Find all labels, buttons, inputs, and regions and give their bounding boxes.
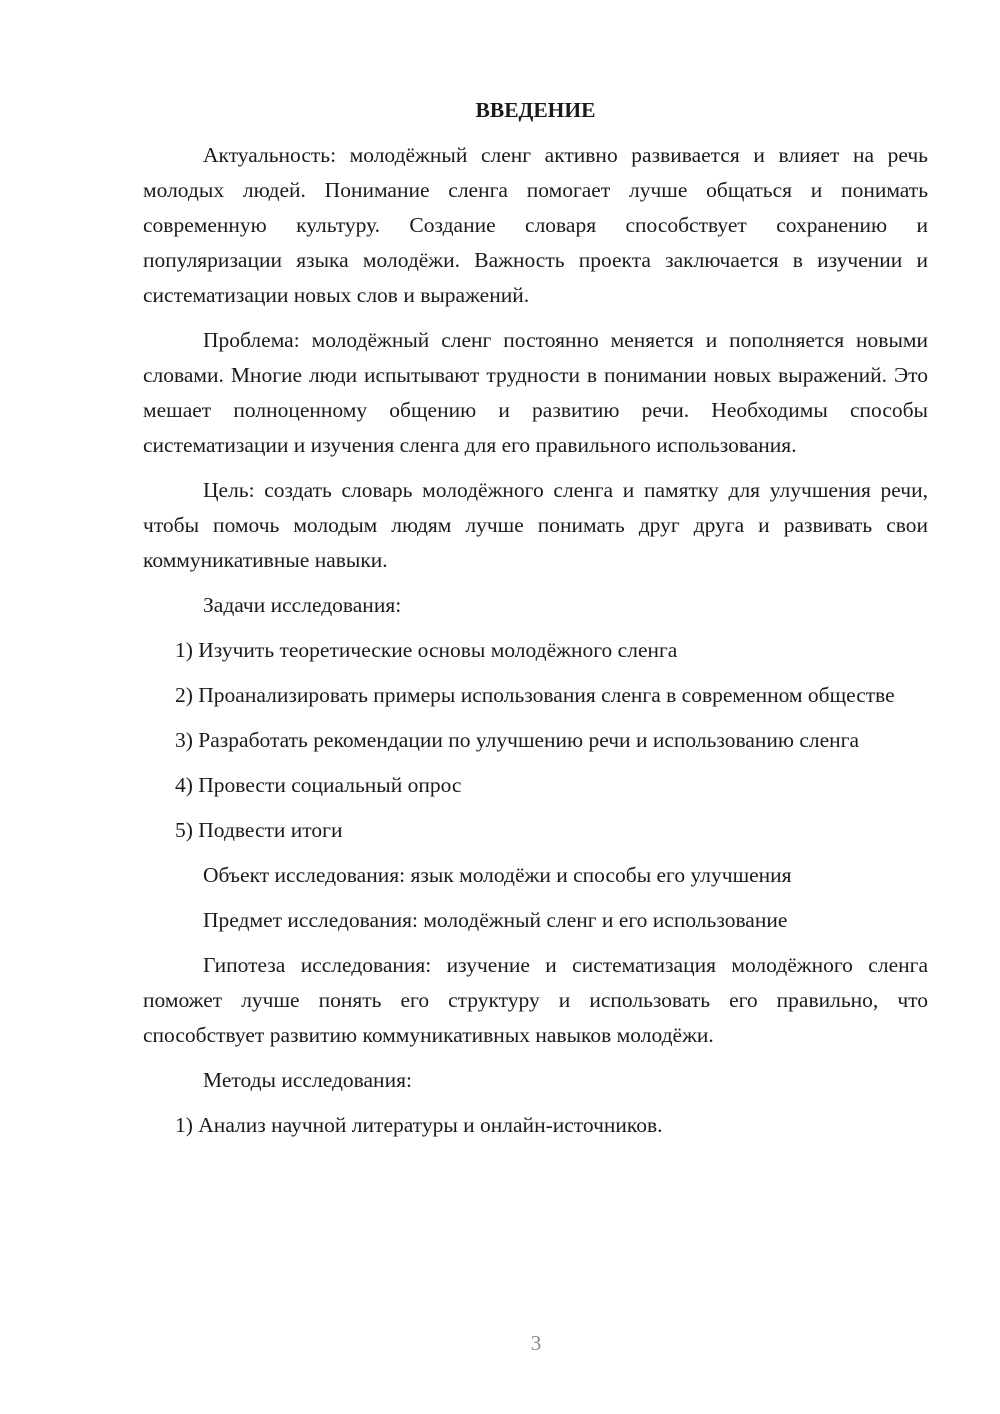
task-item-5: 5) Подвести итоги — [175, 818, 343, 842]
section-title: ВВЕДЕНИЕ — [475, 98, 596, 122]
problem-paragraph: Проблема: молодёжный сленг постоянно меняется и пополняется новыми словами. Многие люди испытывают трудности в понимании новых выражений. Это мешает полноценному общению и развитию речи. Необходимы способы систематизации и изучения сленга для его правильного использования. — [143, 328, 928, 457]
subject-paragraph: Предмет исследования: молодёжный сленг и его использование — [203, 908, 788, 932]
task-item-4: 4) Провести социальный опрос — [175, 773, 462, 797]
object-paragraph: Объект исследования: язык молодёжи и способы его улучшения — [203, 863, 792, 887]
task-item-1: 1) Изучить теоретические основы молодёжного сленга — [175, 638, 678, 662]
task-item-3: 3) Разработать рекомендации по улучшению речи и использованию сленга — [175, 728, 860, 752]
goal-paragraph: Цель: создать словарь молодёжного сленга и памятку для улучшения речи, чтобы помочь молодым людям лучше понимать друг друга и развивать свои коммуникативные навыки. — [143, 478, 928, 572]
method-item-1: 1) Анализ научной литературы и онлайн-источников. — [175, 1113, 663, 1137]
task-item-2: 2) Проанализировать примеры использования сленга в современном обществе — [175, 683, 895, 707]
tasks-heading: Задачи исследования: — [203, 593, 402, 617]
hypothesis-paragraph: Гипотеза исследования: изучение и систематизация молодёжного сленга поможет лучше понять его структуру и использовать его правильно, что способствует развитию коммуникативных навыков молодёжи. — [143, 953, 928, 1047]
document-body — [143, 93, 928, 1153]
relevance-paragraph: Актуальность: молодёжный сленг активно развивается и влияет на речь молодых людей. Понимание сленга помогает лучше общаться и понимать современную культуру. Создание словаря способствует сохранению и популяризации языка молодёжи. Важность проекта заключается в изучении и систематизации новых слов и выражений. — [143, 143, 928, 307]
methods-heading: Методы исследования: — [203, 1068, 412, 1092]
page-number: 3 — [530, 1331, 542, 1355]
